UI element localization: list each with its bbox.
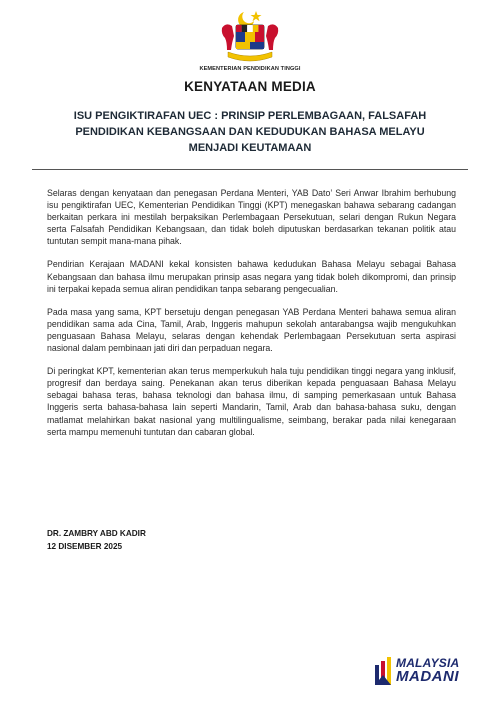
press-statement-heading: KENYATAAN MEDIA <box>184 79 316 94</box>
statement-date: 12 DISEMBER 2025 <box>47 541 123 551</box>
signature-block <box>47 528 146 553</box>
paragraph: Pada masa yang sama, KPT bersetuju dengan penegasan YAB Perdana Menteri bahawa semua aliran pendidikan sama ada Cina, Tamil, Arab, Inggeris mahupun sekolah antarabangsa wajib mengukuhkan penguasaan Bahasa Melayu, selaras dengan kehendak Perlembagaan Persekutuan serta aspirasi nasional dalam pembinaan jati diri dan perpaduan negara. <box>47 306 456 354</box>
statement-subject <box>40 108 460 156</box>
logo-line-malaysia: MALAYSIA <box>396 656 460 670</box>
ministry-name: KEMENTERIAN PENDIDIKAN TINGGI <box>199 66 301 72</box>
subject-line: ISU PENGIKTIRAFAN UEC : PRINSIP PERLEMBAGAAN, FALSAFAH <box>73 110 427 122</box>
malaysia-madani-logo-icon <box>374 655 474 689</box>
divider <box>32 169 468 170</box>
paragraph: Pendirian Kerajaan MADANI kekal konsisten bahawa kedudukan Bahasa Melayu sebagai Bahasa Kebangsaan dan bahasa ilmu merupakan prinsip asas negara yang tidak boleh dikompromi, dan prinsip ini terpakai kepada semua aliran pendidikan tanpa sebarang pengecualian. <box>47 259 456 294</box>
coat-of-arms-icon <box>218 8 282 62</box>
signatory-name: DR. ZAMBRY ABD KADIR <box>47 529 146 538</box>
subject-line: MENJADI KEUTAMAAN <box>188 142 312 154</box>
paragraph: Di peringkat KPT, kementerian akan terus memperkukuh hala tuju pendidikan tinggi negara yang inklusif, progresif dan berdaya saing. Penekanan akan terus diberikan kepada penguasaan Bahasa Melayu sebagai bahasa teras, bahasa teknologi dan bahasa ilmu, di samping pemerkasaan untuk Bahasa Inggeris serta bahasa-bahasa lain seperti Mandarin, Tamil, Arab dan bahasa-bahasa suku, dengan matlamat melahirkan bakat nasional yang multilingualisme, seimbang, berakar pada nilai kenegaraan serta mampu memenuhi tuntutan dan cabaran global. <box>47 366 456 437</box>
logo-line-madani: MADANI <box>396 668 459 685</box>
paragraph: Selaras dengan kenyataan dan penegasan Perdana Menteri, YAB Dato’ Seri Anwar Ibrahim berhubung isu pengiktirafan UEC, Kementerian Pendidikan Tinggi (KPT) menegaskan bahawa sebarang cadangan berkaitan perkara ini mestilah berpaksikan Perlembagaan Persekutuan, selari dengan Rukun Negara serta Falsafah Pendidikan Kebangsaan, dan tidak boleh diputuskan berdasarkan tekanan politik atau tuntutan sempit mana-mana pihak. <box>47 188 456 247</box>
statement-body <box>47 187 456 449</box>
subject-line: PENDIDIKAN KEBANGSAAN DAN KEDUDUKAN BAHASA MELAYU <box>75 126 425 138</box>
